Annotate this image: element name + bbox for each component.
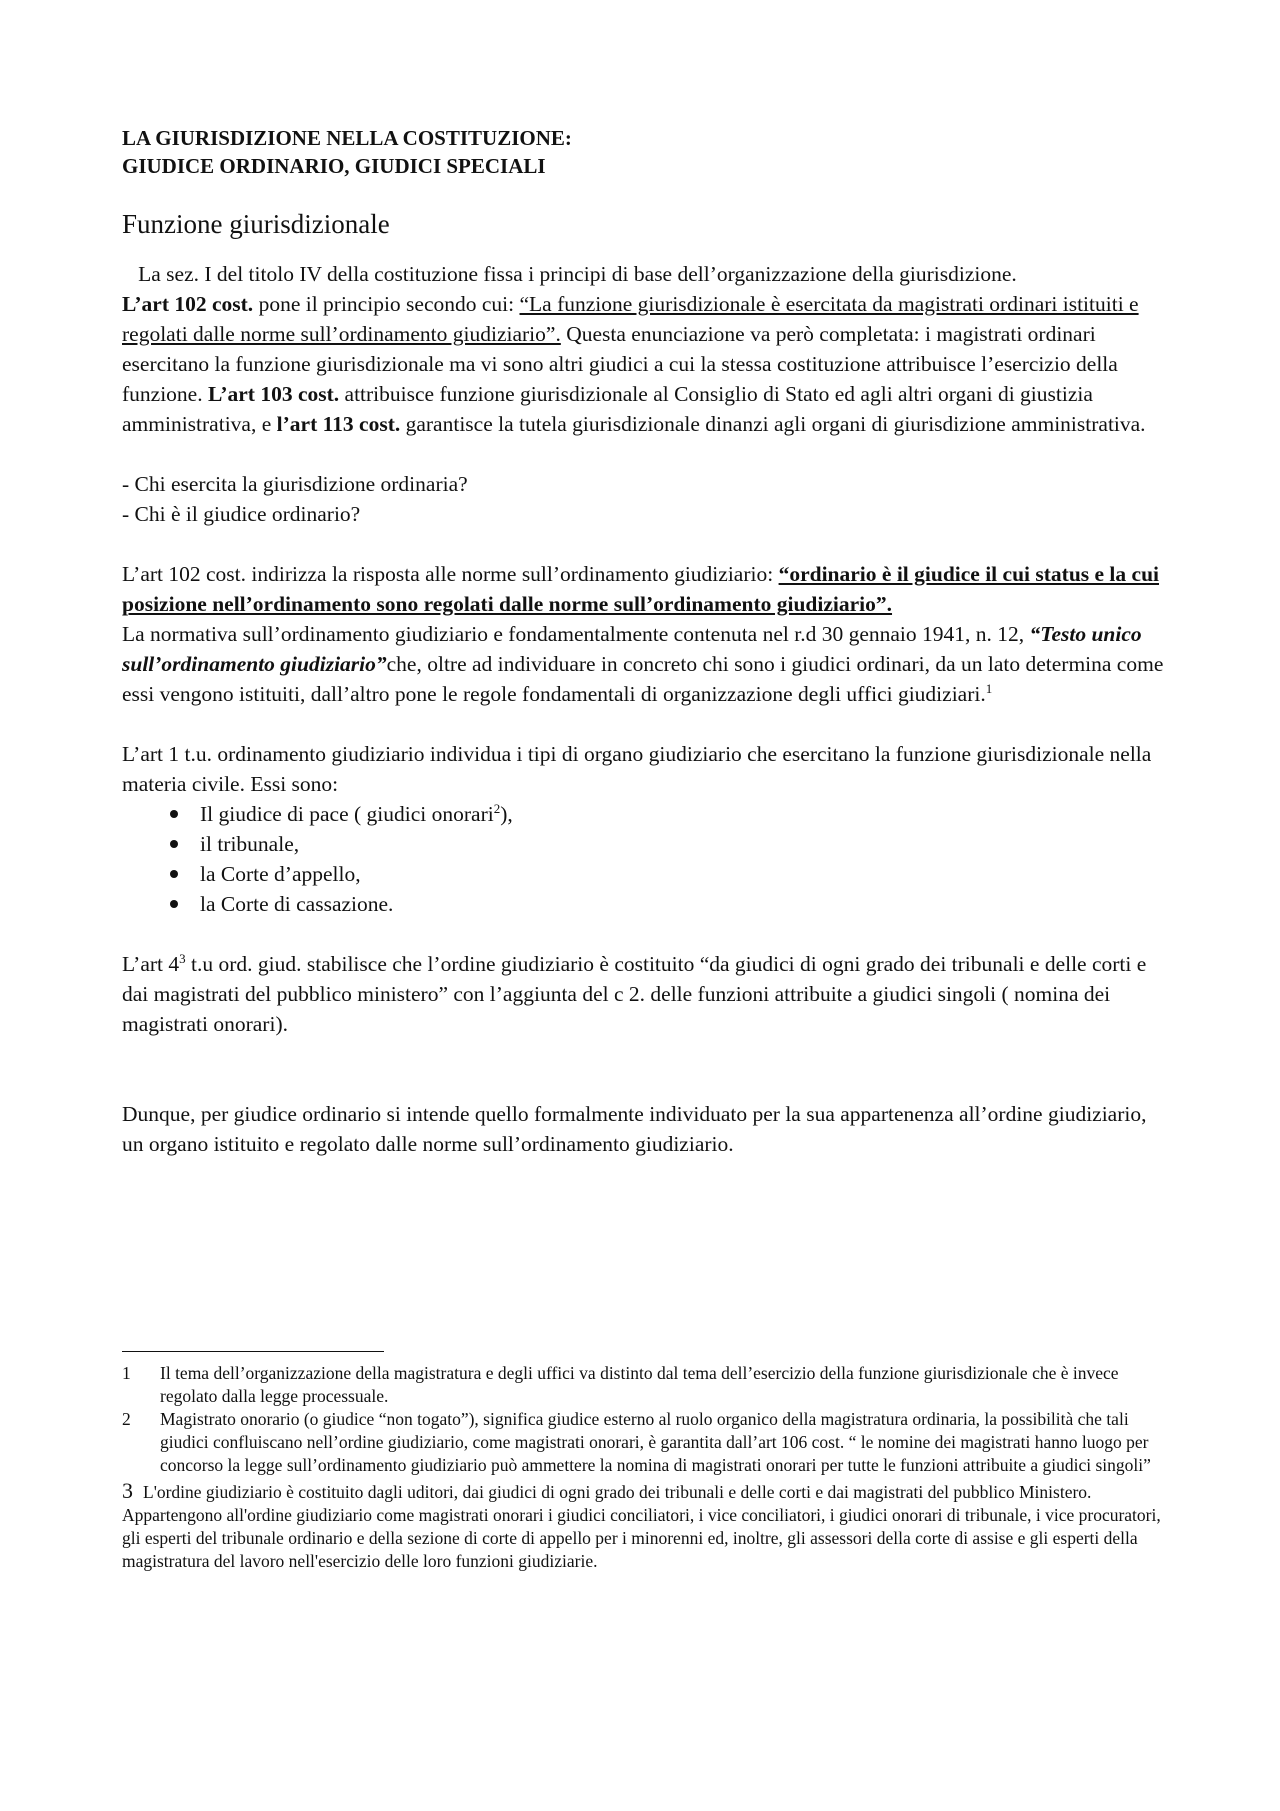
art-113-ref: l’art 113 cost. [276, 412, 401, 436]
footnote-ref-2[interactable]: 2 [493, 800, 501, 816]
list-item: la Corte di cassazione. [170, 889, 1172, 919]
definition-quote: “ordinario è il giudice il cui status e la cui posizione nell’ordinamento sono regolati dalle norme sull’ordinamento giudiziario”. [122, 562, 1160, 616]
title-line-1: LA GIURISDIZIONE NELLA COSTITUZIONE: [122, 126, 572, 150]
testo-unico-title: “Testo unico sull’ordinamento giudiziario” [122, 622, 1142, 676]
paragraph-art-1: L’art 1 t.u. ordinamento giudiziario individua i tipi di organo giudiziario che esercitano la funzione giurisdizionale nella materia civile. Essi sono: [122, 742, 1152, 796]
footnote-text: L'ordine giudiziario è costituito dagli uditori, dai giudici di ogni grado dei tribunali e delle corti e dai magistrati del pubblico Ministero. [143, 1482, 1092, 1502]
art-102-quote: “La funzione giurisdizionale è esercitata da magistrati ordinari istituiti e regolati dalle norme sull’ordinamento giudiziario”. [122, 292, 1139, 346]
footnote-ref-3[interactable]: 3 [179, 950, 186, 966]
footnote-separator [122, 1351, 384, 1352]
paragraph-testo-unico: La normativa sull’ordinamento giudiziario e fondamentalmente contenuta nel r.d 30 gennaio 1941, n. 12, “Testo unico sull’ordinamento giudiziario”che, oltre ad individuare in concreto chi sono i giudici ordinari, da un lato determina come essi vengono istituiti, dall’altro pone le regole fondamentali di organizzazione degli uffici giudiziari.$^1$ [122, 622, 1164, 706]
list-item: la Corte d’appello, [170, 859, 1172, 889]
question-2: - Chi è il giudice ordinario? [122, 502, 361, 526]
document-body [122, 124, 1172, 1159]
list-item: Il giudice di pace ( giudici onorari$^2$), [170, 799, 1172, 829]
question-1: - Chi esercita la giurisdizione ordinaria? [122, 472, 468, 496]
footnote-3 [122, 1479, 1172, 1573]
art-102-ref: L’art 102 cost. [122, 292, 254, 316]
footnote-number: 1 [122, 1363, 131, 1383]
footnote-number: 2 [122, 1409, 131, 1429]
paragraph-art-102: L’art 102 cost. pone il principio secondo cui: “La funzione giurisdizionale è esercitata da magistrati ordinari istituiti e regolati dalle norme sull’ordinamento giudiziario”. Questa enunciazione va però completata: i magistrati ordinari esercitano la funzione giurisdizionale ma vi sono altri giudici a cui la stessa costituzione attribuisce l’esercizio della funzione. L’art 103 cost. attribuisce funzione giurisdizionale al Consiglio di Stato ed agli altri organi di giustizia amministrativa, e l’art 113 cost. garantisce la tutela giurisdizionale dinanzi agli organi di giurisdizione amministrativa. [122, 292, 1146, 436]
art-103-ref: L’art 103 cost. [207, 382, 340, 406]
footnote-text: Il tema dell’organizzazione della magistratura e degli uffici va distinto dal tema dell’esercizio della funzione giurisdizionale che è invece regolato dalla legge processuale. [160, 1363, 1119, 1406]
document-title [122, 124, 1172, 180]
footnote-2 [122, 1408, 1172, 1477]
list-item: il tribunale, [170, 829, 1172, 859]
paragraph-intro: La sez. I del titolo IV della costituzione fissa i principi di base dell’organizzazione della giurisdizione. [138, 262, 1017, 286]
footnote-ref-1[interactable]: 1 [985, 680, 993, 696]
paragraph-answer: L’art 102 cost. indirizza la risposta alle norme sull’ordinamento giudiziario: “ordinario è il giudice il cui status e la cui posizione nell’ordinamento sono regolati dalle norme sull’ordinamento giudiziario”. [122, 562, 1160, 616]
footnote-text: Magistrato onorario (o giudice “non togato”), significa giudice esterno al ruolo organico della magistratura ordinaria, la possibilità che tali giudici confluiscano nell’ordine giudiziario, come magistrati onorari, è garantita dall’art 106 cost. “ le nomine dei magistrati hanno luogo per concorso la legge sull’ordinamento giudiziario può ammettere la nomina di magistrati onorari per tutte le funzioni attribuite a giudici singoli” [160, 1409, 1151, 1475]
title-line-2: GIUDICE ORDINARIO, GIUDICI SPECIALI [122, 154, 546, 178]
footnotes [122, 1351, 1172, 1573]
footnote-1 [122, 1362, 1172, 1408]
paragraph-conclusion: Dunque, per giudice ordinario si intende quello formalmente individuato per la sua appartenenza all’ordine giudiziario, un organo istituito e regolato dalle norme sull’ordinamento giudiziario. [122, 1102, 1147, 1156]
paragraph-art-4: L’art $4^3$ t.u ord. giud. stabilisce che l’ordine giudiziario è costituito “da giudici di ogni grado dei tribunali e delle corti e dai magistrati del pubblico ministero” con l’aggiunta del c 2. delle funzioni attribuite a giudici singoli ( nomina dei magistrati onorari). [122, 950, 1147, 1036]
footnote-number: 3 [122, 1478, 133, 1503]
section-heading: Funzione giurisdizionale [122, 209, 390, 239]
organ-list [122, 799, 1172, 919]
footnote-text: Appartengono all'ordine giudiziario come magistrati onorari i giudici conciliatori, i vice conciliatori, i giudici onorari di tribunale, i vice procuratori, gli esperti del tribunale ordinario e della sezione di corte di appello per i minorenni ed, inoltre, gli assessori della corte di assise e gli esperti della magistratura del lavoro nell'esercizio delle loro funzioni giudiziarie. [122, 1505, 1161, 1571]
